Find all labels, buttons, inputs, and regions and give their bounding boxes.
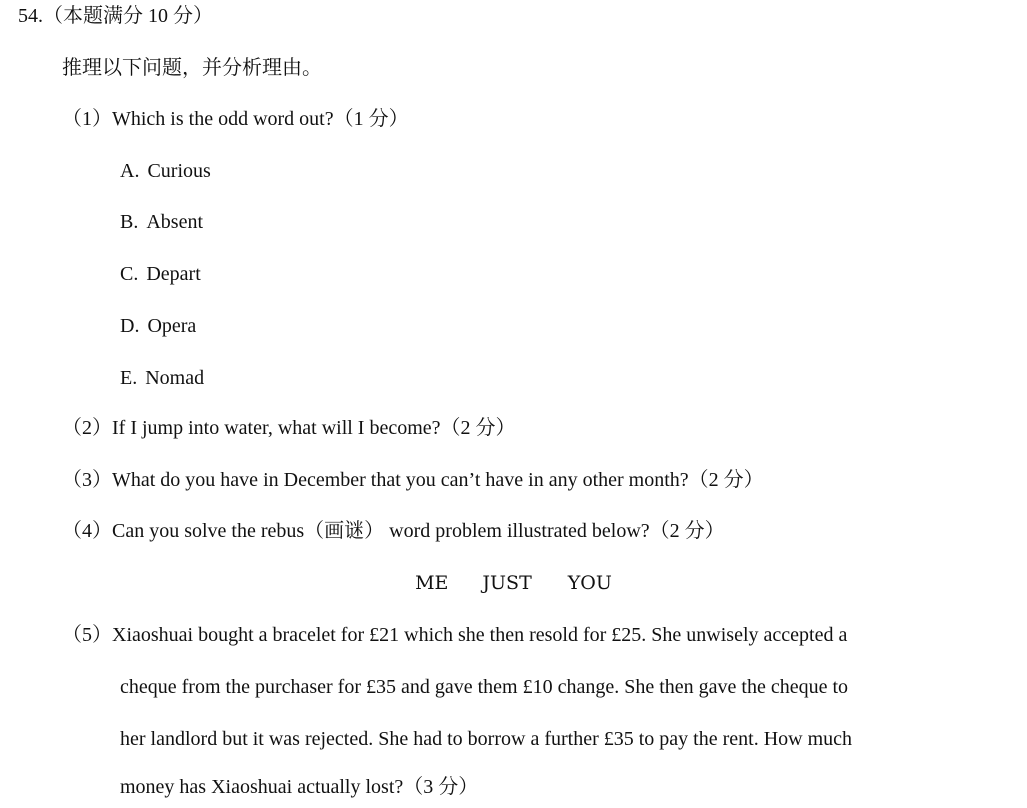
rebus-word-just: JUST	[482, 572, 532, 594]
option-d	[120, 314, 196, 338]
part-3-question: （3）What do you have in December that you can’t have in any other month?（2 分）	[62, 469, 764, 491]
option-a-letter: A.	[120, 160, 140, 182]
option-e-word: Nomad	[145, 367, 205, 389]
question-number-header: 54.（本题满分 10 分）	[18, 5, 213, 27]
part-5-question-line-2: cheque from the purchaser for £35 and gave them £10 change. She then gave the cheque to	[120, 676, 849, 698]
rebus-puzzle	[0, 571, 1027, 595]
option-b-word: Absent	[146, 211, 204, 233]
rebus-word-me: ME	[415, 572, 449, 594]
option-d-letter: D.	[120, 315, 140, 337]
rebus-word-you: YOU	[567, 572, 612, 594]
part-5-question-line-3: her landlord but it was rejected. She had to borrow a further £35 to pay the rent. How much	[120, 728, 853, 750]
part-1-question: （1）Which is the odd word out?（1 分）	[62, 108, 409, 130]
option-c	[120, 262, 201, 286]
part-5-question-line-1: （5）Xiaoshuai bought a bracelet for £21 which she then resold for £25. She unwisely accepted a	[62, 624, 848, 646]
option-e-letter: E.	[120, 367, 138, 389]
option-c-letter: C.	[120, 263, 139, 285]
option-b-letter: B.	[120, 211, 139, 233]
option-a-word: Curious	[147, 160, 211, 182]
part-5-question-line-4: money has Xiaoshuai actually lost?（3 分）	[120, 776, 479, 798]
option-b	[120, 210, 203, 234]
part-2-question: （2）If I jump into water, what will I become?（2 分）	[62, 417, 516, 439]
option-a	[120, 159, 211, 183]
option-c-word: Depart	[146, 263, 201, 285]
question-instruction: 推理以下问题，并分析理由。	[62, 57, 322, 79]
part-4-question: （4）Can you solve the rebus（画谜） word problem illustrated below?（2 分）	[62, 520, 725, 542]
option-d-word: Opera	[147, 315, 197, 337]
option-e	[120, 366, 204, 390]
